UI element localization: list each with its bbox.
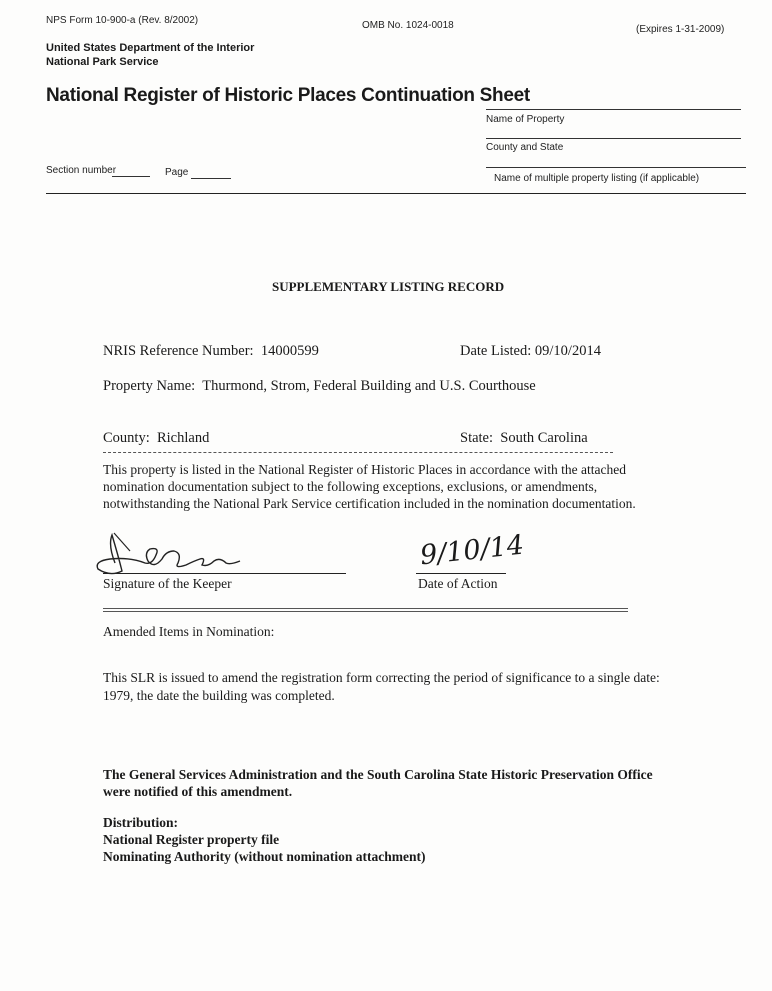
state-label: State: [460, 430, 494, 446]
nris-reference [103, 343, 319, 360]
multiple-listing-label: Name of multiple property listing (if applicable) [494, 173, 700, 184]
county-label: County: [103, 430, 150, 446]
county [103, 430, 209, 447]
expiration-date: (Expires 1-31-2009) [636, 24, 725, 35]
distribution-heading: Distribution: [103, 815, 179, 830]
date-of-action-line [416, 573, 506, 574]
notice-line-2: were notified of this amendment. [103, 784, 293, 799]
date-listed-label: Date Listed: [460, 343, 532, 359]
dashed-divider [103, 452, 613, 453]
statement-line-2: nomination documentation subject to the following exceptions, exclusions, or amendments, [103, 479, 598, 494]
notice-line-1: The General Services Administration and the South Carolina State Historic Preservation Office [103, 767, 653, 782]
header-divider [46, 193, 746, 194]
property-name-line [486, 109, 741, 110]
county-state-line [486, 138, 741, 139]
signature-line [103, 573, 346, 574]
distribution-item-2: Nominating Authority (without nomination attachment) [103, 849, 426, 864]
form-title: National Register of Historic Places Continuation Sheet [46, 85, 530, 106]
nris-value: 14000599 [260, 343, 319, 359]
omb-number: OMB No. 1024-0018 [362, 20, 454, 31]
state [460, 430, 588, 447]
page-label: Page [165, 167, 189, 178]
rule-top [103, 608, 628, 609]
section-number-label: Section number [46, 165, 117, 176]
section-number-blank [112, 176, 150, 177]
date-of-action-label: Date of Action [418, 576, 498, 591]
property-name-label: Property Name: [103, 378, 196, 394]
statement-line-1: This property is listed in the National Register of Historic Places in accordance with the attached [103, 462, 626, 477]
county-and-state-label: County and State [486, 142, 564, 153]
county-value: Richland [156, 430, 210, 446]
rule-bottom [103, 611, 628, 612]
state-value: South Carolina [500, 430, 588, 446]
amend-line-1: This SLR is issued to amend the registration form correcting the period of significance to a single date: [103, 670, 660, 685]
department-name: United States Department of the Interior [46, 42, 255, 54]
property-name-value: Thurmond, Strom, Federal Building and U.S. Courthouse [202, 378, 536, 394]
statement-line-3: notwithstanding the National Park Service certification included in the nomination documentation. [103, 496, 636, 511]
multiple-listing-line [486, 167, 746, 168]
handwritten-date: 9/10/14 [418, 529, 526, 572]
nris-label: NRIS Reference Number: [103, 343, 254, 359]
date-listed [460, 343, 601, 360]
date-listed-value: 09/10/2014 [534, 343, 601, 359]
form-id: NPS Form 10-900-a (Rev. 8/2002) [46, 15, 199, 26]
record-heading: SUPPLEMENTARY LISTING RECORD [272, 279, 505, 294]
signature-label: Signature of the Keeper [103, 576, 232, 591]
agency-name: National Park Service [46, 56, 159, 68]
page-number-blank [191, 178, 231, 179]
distribution-item-1: National Register property file [103, 832, 280, 847]
name-of-property-label: Name of Property [486, 114, 565, 125]
property-name [103, 378, 536, 395]
amended-heading: Amended Items in Nomination: [103, 624, 275, 639]
amend-line-2: 1979, the date the building was completed. [103, 688, 335, 703]
